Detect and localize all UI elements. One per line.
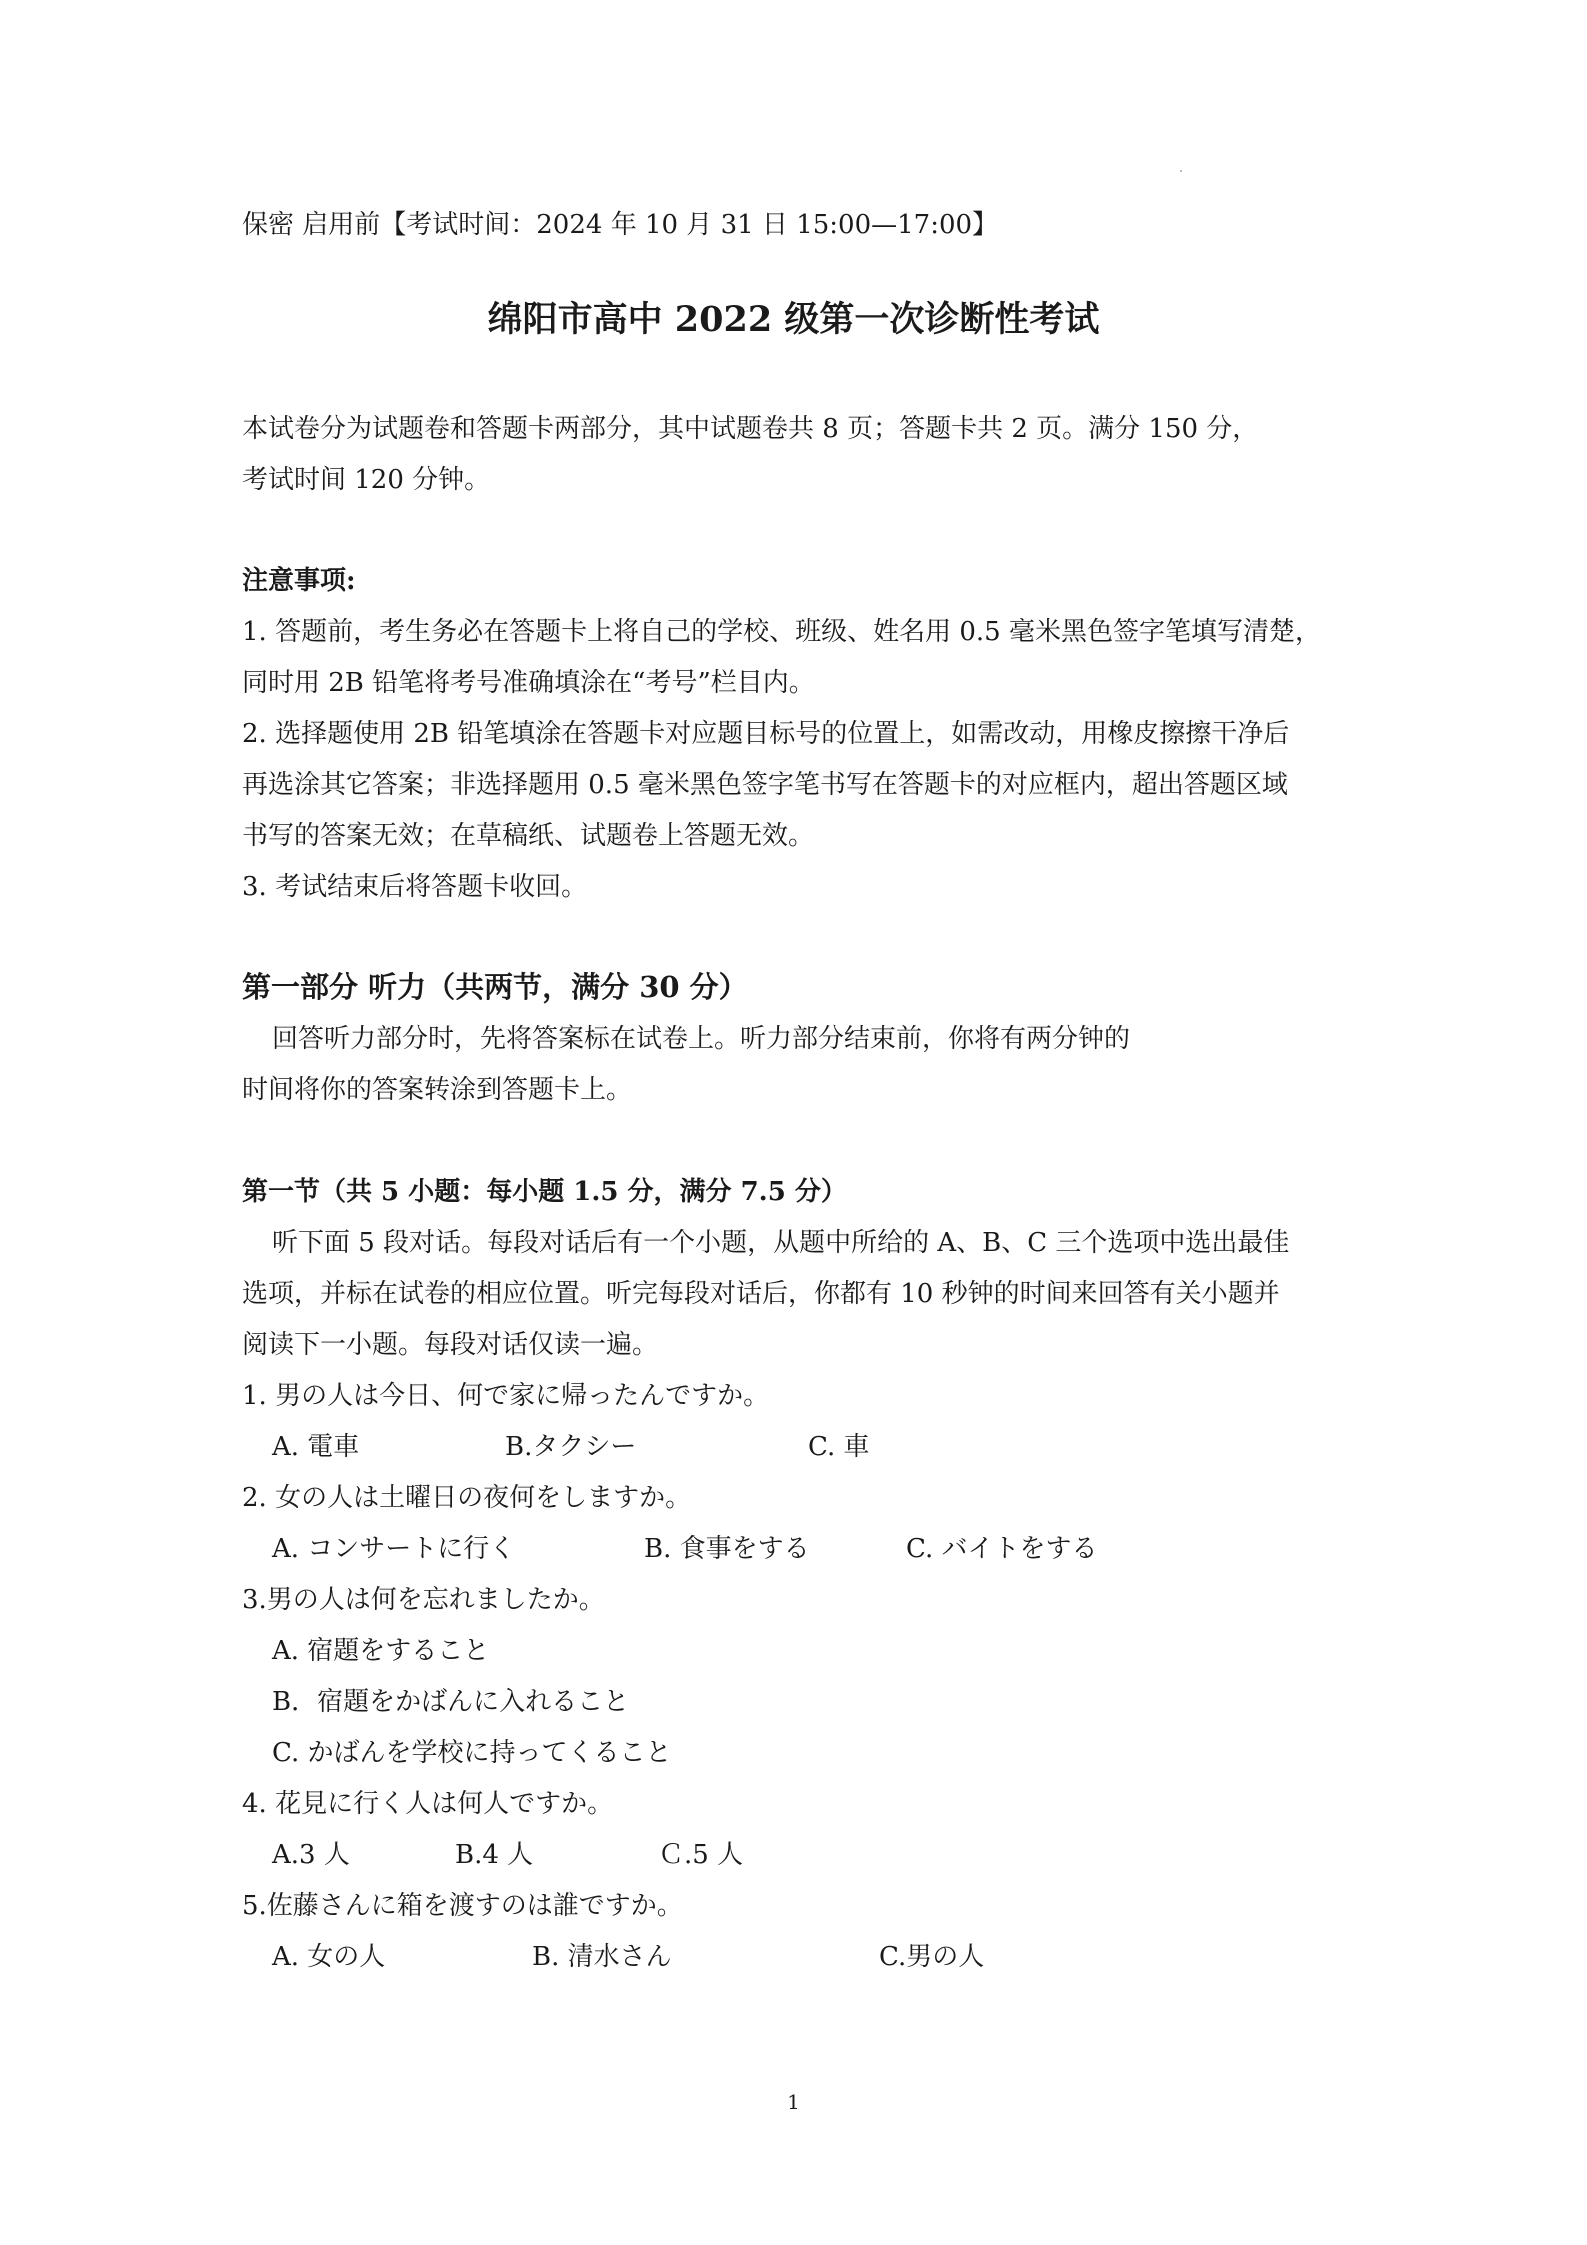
question-5-stem: 5.佐藤さんに箱を渡すのは誰ですか。 <box>242 1891 683 1921</box>
exam-header: 保密 启用前【考试时间：2024 年 10 月 31 日 15:00—17:00】 <box>242 210 999 240</box>
question-2-option-b: B. 食事をする <box>644 1534 810 1564</box>
intro-line-2: 考试时间 120 分钟。 <box>242 465 491 495</box>
section1-instruction-2: 选项，并标在试卷的相应位置。听完每段对话后，你都有 10 秒钟的时间来回答有关小题并 <box>242 1279 1280 1309</box>
scan-speck <box>1180 170 1182 172</box>
intro-line-1: 本试卷分为试题卷和答题卡两部分，其中试题卷共 8 页；答题卡共 2 页。满分 150 分， <box>242 414 1259 444</box>
question-1-stem: 1. 男の人は今日、何で家に帰ったんですか。 <box>242 1381 770 1411</box>
question-4-option-b: B.4 人 <box>455 1840 534 1870</box>
question-1-option-c: C. 車 <box>808 1432 870 1462</box>
question-4-option-c: Ｃ.5 人 <box>658 1840 744 1870</box>
section1-heading: 第一节（共 5 小题：每小题 1.5 分，满分 7.5 分） <box>242 1177 847 1207</box>
part1-heading: 第一部分 听力（共两节，满分 30 分） <box>242 970 748 1004</box>
section1-instruction-1: 听下面 5 段对话。每段对话后有一个小题，从题中所给的 A、B、C 三个选项中选出最佳 <box>272 1228 1290 1258</box>
question-5-option-c: C.男の人 <box>879 1942 985 1972</box>
note-line-5: 书写的答案无效；在草稿纸、试题卷上答题无效。 <box>242 821 815 851</box>
note-line-3: 2. 选择题使用 2B 铅笔填涂在答题卡对应题目标号的位置上，如需改动，用橡皮擦擦干净后 <box>242 719 1290 749</box>
note-line-1: 1. 答题前，考生务必在答题卡上将自己的学校、班级、姓名用 0.5 毫米黑色签字笔填写清楚， <box>242 617 1321 647</box>
question-1-option-a: A. 電車 <box>272 1432 360 1462</box>
note-line-2: 同时用 2B 铅笔将考号准确填涂在“考号”栏目内。 <box>242 668 815 698</box>
question-3-option-c: C. かばんを学校に持ってくること <box>272 1738 672 1768</box>
question-3-stem: 3.男の人は何を忘れましたか。 <box>242 1585 605 1615</box>
note-line-4: 再选涂其它答案；非选择题用 0.5 毫米黑色签字笔书写在答题卡的对应框内，超出答题区域 <box>242 770 1288 800</box>
question-4-stem: 4. 花見に行く人は何人ですか。 <box>242 1789 614 1819</box>
page-number: 1 <box>787 2090 800 2114</box>
exam-title: 绵阳市高中 2022 级第一次诊断性考试 <box>487 299 1100 340</box>
question-3-option-a: A. 宿題をすること <box>272 1636 490 1666</box>
question-2-option-c: C. バイトをする <box>906 1534 1098 1564</box>
question-2-option-a: A. コンサートに行く <box>272 1534 516 1564</box>
part1-instruction-1: 回答听力部分时，先将答案标在试卷上。听力部分结束前，你将有两分钟的 <box>272 1024 1131 1054</box>
question-3-option-b: B．宿題をかばんに入れること <box>272 1687 630 1717</box>
question-2-stem: 2. 女の人は土曜日の夜何をしますか。 <box>242 1483 692 1513</box>
part1-instruction-2: 时间将你的答案转涂到答题卡上。 <box>242 1075 633 1105</box>
question-1-option-b: B.タクシー <box>505 1432 637 1462</box>
question-5-option-a: A. 女の人 <box>272 1942 386 1972</box>
question-5-option-b: B. 清水さん <box>532 1942 672 1972</box>
question-4-option-a: A.3 人 <box>272 1840 350 1870</box>
note-line-6: 3. 考试结束后将答题卡收回。 <box>242 872 588 902</box>
notes-heading: 注意事项: <box>242 566 356 596</box>
section1-instruction-3: 阅读下一小题。每段对话仅读一遍。 <box>242 1330 659 1360</box>
